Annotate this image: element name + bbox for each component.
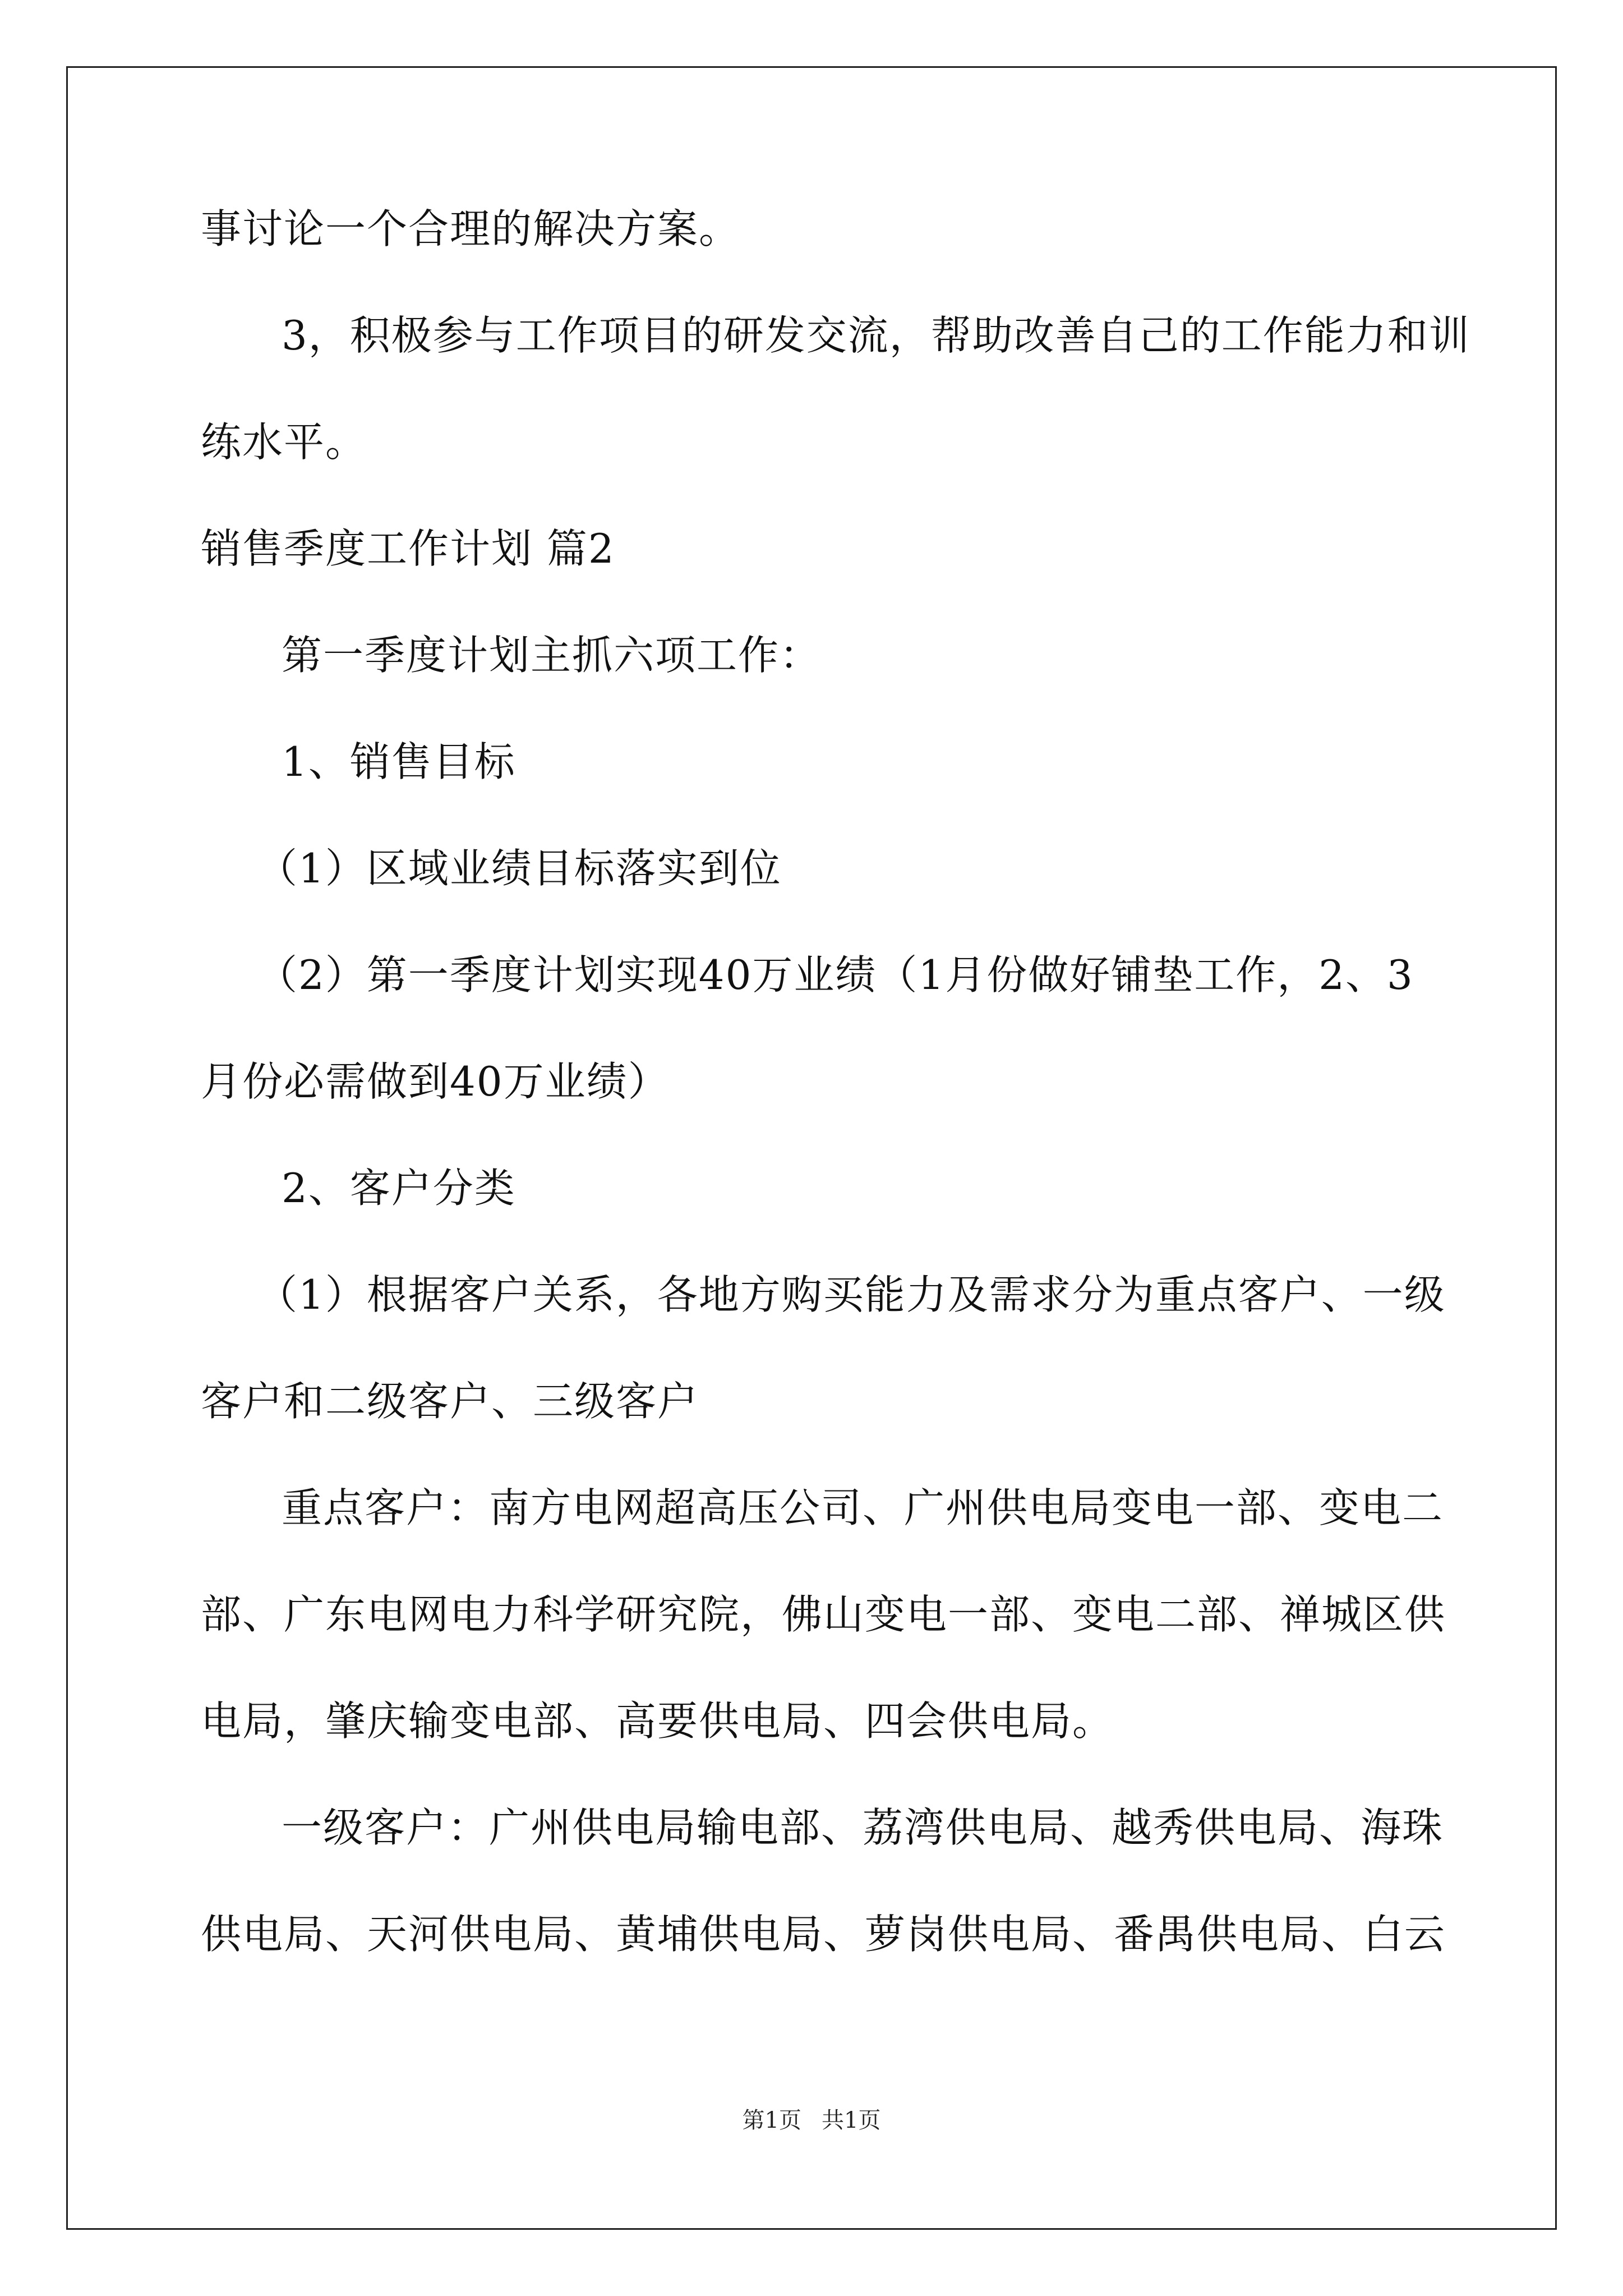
list-item: （2）第一季度计划实现40万业绩（1月份做好铺垫工作，2、3	[257, 951, 1414, 999]
paragraph-line: 事讨论一个合理的解决方案。	[201, 205, 741, 252]
page-footer	[0, 2104, 1623, 2137]
paragraph-line: 部、广东电网电力科学研究院，佛山变电一部、变电二部、禅城区供	[201, 1591, 1446, 1638]
list-item: （1）根据客户关系，各地方购买能力及需求分为重点客户、一级	[257, 1271, 1446, 1318]
paragraph-line: 3，积极参与工作项目的研发交流，帮助改善自己的工作能力和训	[282, 312, 1470, 359]
section-heading: 销售季度工作计划 篇2	[201, 525, 615, 572]
paragraph-line: 客户和二级客户、三级客户	[201, 1378, 699, 1425]
page-number: 第1页	[742, 2108, 801, 2133]
page-total: 共1页	[822, 2108, 881, 2133]
paragraph-line: 重点客户：南方电网超高压公司、广州供电局变电一部、变电二	[282, 1484, 1444, 1531]
list-heading: 2、客户分类	[282, 1165, 516, 1212]
page-border	[66, 66, 1557, 2230]
paragraph-line: 第一季度计划主抓六项工作：	[282, 632, 822, 679]
paragraph-line: 电局，肇庆输变电部、高要供电局、四会供电局。	[201, 1697, 1114, 1745]
list-item: （1）区域业绩目标落实到位	[257, 845, 782, 892]
paragraph-line: 练水平。	[201, 418, 367, 466]
paragraph-line: 月份必需做到40万业绩）	[201, 1058, 670, 1105]
paragraph-line: 供电局、天河供电局、黄埔供电局、萝岗供电局、番禺供电局、白云	[201, 1911, 1446, 1958]
paragraph-line: 一级客户：广州供电局输电部、荔湾供电局、越秀供电局、海珠	[282, 1804, 1444, 1851]
list-heading: 1、销售目标	[282, 738, 516, 785]
